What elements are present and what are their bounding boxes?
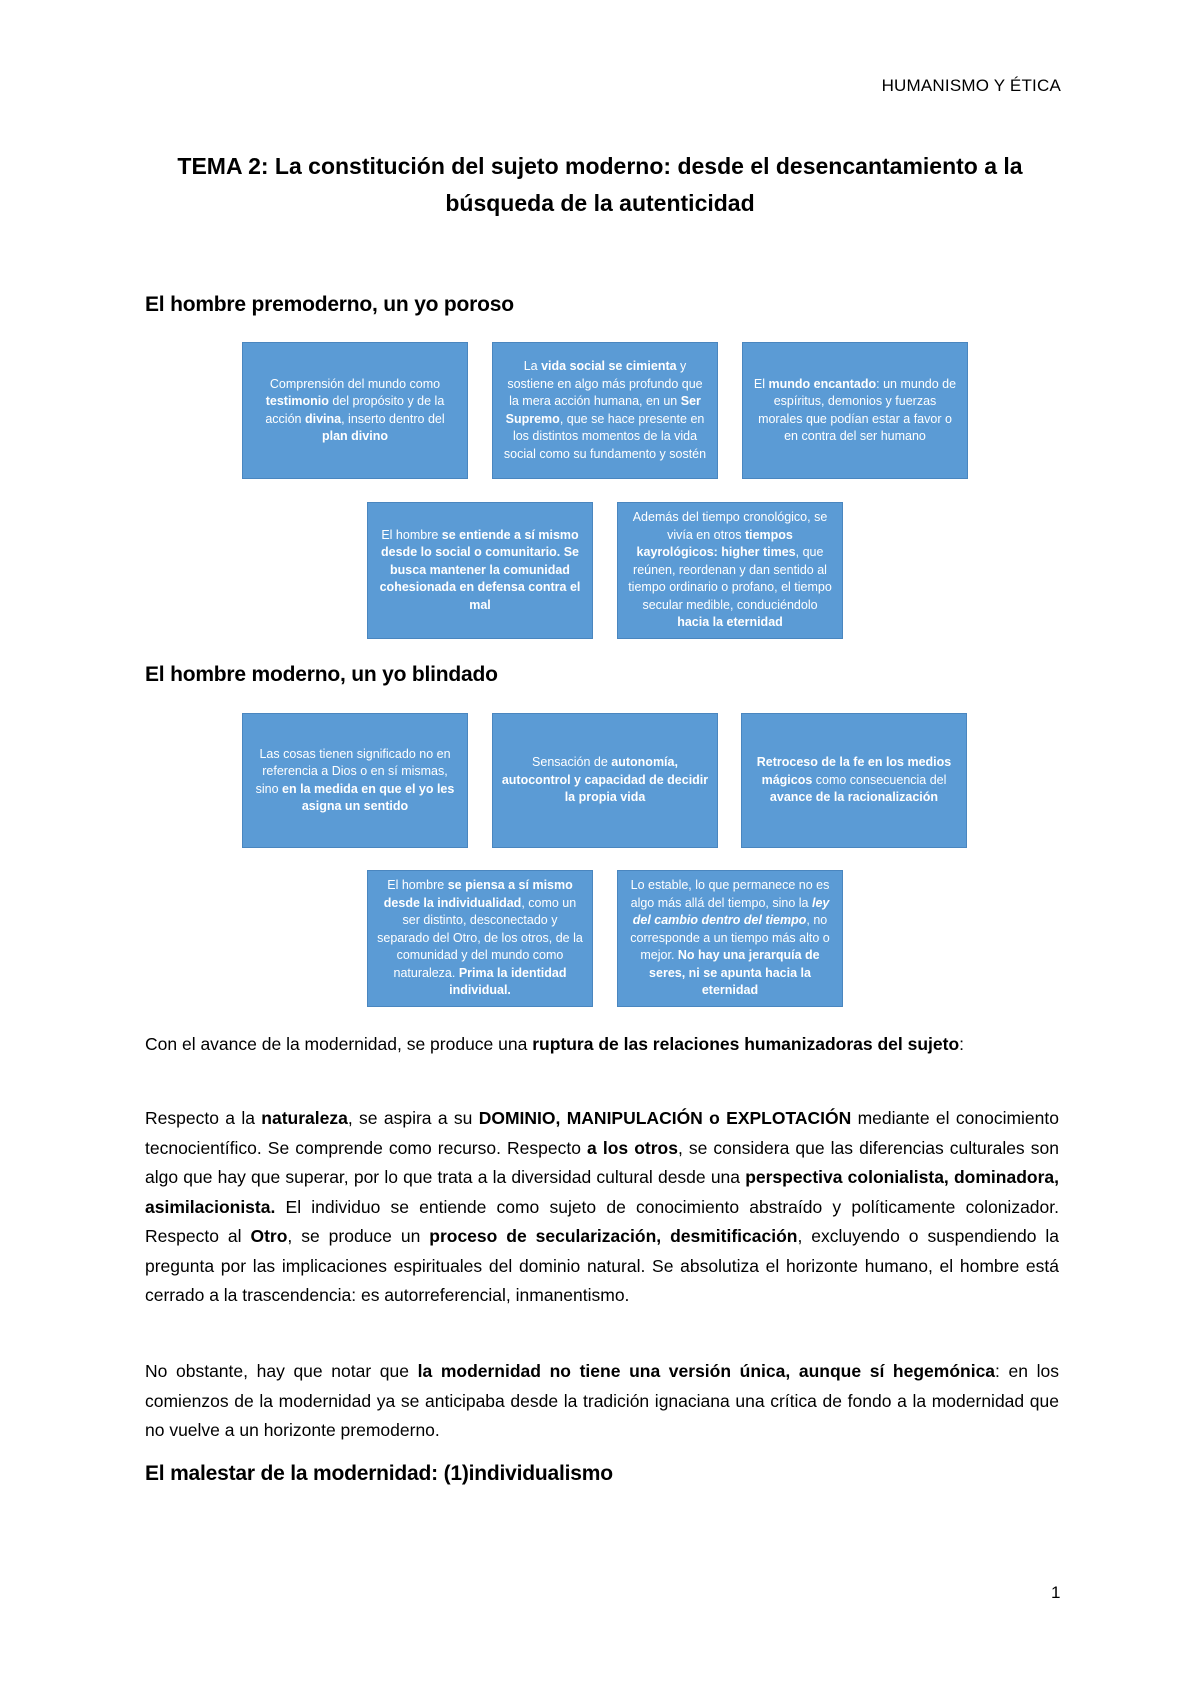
rich-text: Sensación de autonomía, autocontrol y capacidad de decidir la propia vida bbox=[501, 755, 709, 805]
rich-text: Comprensión del mundo como testimonio del propósito y de la acción divina, inserto dentro del plan divino bbox=[265, 376, 445, 443]
premodern-box-2 bbox=[492, 342, 718, 479]
paragraph-modernity bbox=[145, 1357, 1059, 1446]
modern-box-3 bbox=[741, 713, 967, 848]
rich-text: Con el avance de la modernidad, se produce una ruptura de las relaciones humanizadoras del sujeto: bbox=[145, 1034, 965, 1054]
section-heading-malestar: El malestar de la modernidad: (1)individualismo bbox=[145, 1462, 613, 1485]
rich-text: Además del tiempo cronológico, se vivía en otros tiempos kayrológicos: higher times, que reúnen, reordenan y dan sentido al tiempo ordinario o profano, el tiempo secular medible, conduciéndolo hacia la eternidad bbox=[628, 510, 832, 630]
rich-text: El hombre se entiende a sí mismo desde lo social o comunitario. Se busca mantener la comunidad cohesionada en defensa contra el mal bbox=[379, 527, 581, 612]
premodern-box-1 bbox=[242, 342, 468, 479]
running-header: HUMANISMO Y ÉTICA bbox=[881, 76, 1061, 95]
rich-text: Retroceso de la fe en los medios mágicos como consecuencia del avance de la racionalización bbox=[756, 755, 952, 805]
rich-text: No obstante, hay que notar que la modernidad no tiene una versión única, aunque sí hegemónica: en los comienzos de la modernidad ya se anticipaba desde la tradición ignaciana una crítica de fondo a la modernidad que no vuelve a un horizonte premoderno. bbox=[145, 1361, 1059, 1440]
rich-text: El hombre se piensa a sí mismo desde la individualidad, como un ser distinto, desconectado y separado del Otro, de los otros, de la comunidad y del mundo como naturaleza. Prima la identidad individual. bbox=[377, 878, 583, 998]
premodern-box-4 bbox=[367, 502, 593, 639]
page-number: 1 bbox=[1051, 1583, 1061, 1602]
rich-text: El mundo encantado: un mundo de espíritus, demonios y fuerzas morales que podían estar a favor o en contra del ser humano bbox=[753, 376, 957, 443]
paragraph-intro bbox=[145, 1030, 1059, 1060]
premodern-box-5 bbox=[617, 502, 843, 639]
section-heading-premodern: El hombre premoderno, un yo poroso bbox=[145, 293, 514, 316]
modern-box-1 bbox=[242, 713, 468, 848]
modern-box-4 bbox=[367, 870, 593, 1007]
document-title: TEMA 2: La constitución del sujeto moderno: desde el desencantamiento a la búsqueda de la autenticidad bbox=[177, 153, 1023, 216]
rich-text: La vida social se cimienta y sostiene en algo más profundo que la mera acción humana, en un Ser Supremo, que se hace presente en los distintos momentos de la vida social como su fundamento y sostén bbox=[503, 359, 707, 461]
rich-text: Respecto a la naturaleza, se aspira a su DOMINIO, MANIPULACIÓN o EXPLOTACIÓN mediante el conocimiento tecnocientífico. Se comprende como recurso. Respecto a los otros, se considera que las diferencias culturales son algo que hay que superar, por lo que trata a la diversidad cultural desde una perspectiva colonialista, dominadora, asimilacionista. El individuo se entiende como sujeto de conocimiento abstraído y políticamente colonizador. Respecto al Otro, se produce un proceso de secularización, desmitificación, excluyendo o suspendiendo la pregunta por las implicaciones espirituales del dominio natural. Se absolutiza el horizonte humano, el hombre está cerrado a la trascendencia: es autorreferencial, inmanentismo. bbox=[145, 1108, 1059, 1305]
premodern-box-3 bbox=[742, 342, 968, 479]
rich-text: Lo estable, lo que permanece no es algo más allá del tiempo, sino la ley del cambio dentro del tiempo, no corresponde a un tiempo más alto o mejor. No hay una jerarquía de seres, ni se apunta hacia la eternidad bbox=[630, 878, 830, 998]
section-heading-modern: El hombre moderno, un yo blindado bbox=[145, 663, 498, 686]
modern-box-2 bbox=[492, 713, 718, 848]
paragraph-relations bbox=[145, 1104, 1059, 1311]
rich-text: Las cosas tienen significado no en referencia a Dios o en sí mismas, sino en la medida en que el yo les asigna un sentido bbox=[255, 746, 455, 813]
modern-box-5 bbox=[617, 870, 843, 1007]
